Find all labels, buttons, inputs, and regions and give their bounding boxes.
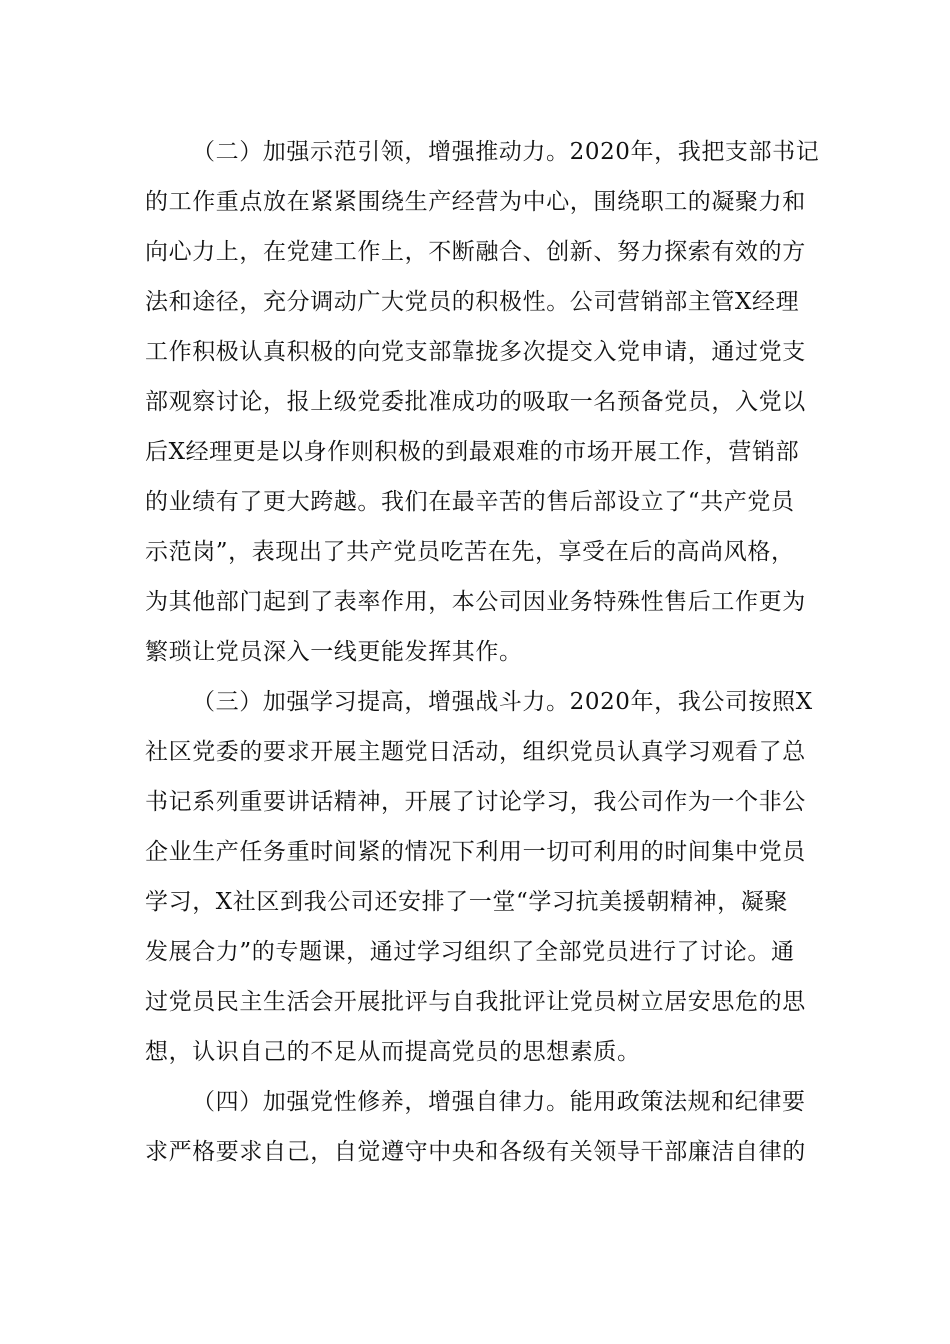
paragraph-3-line-7: 过党员民主生活会开展批评与自我批评让党员树立居安思危的思 [145, 989, 806, 1015]
paragraph-3-line-6: 发展合力”的专题课，通过学习组织了全部党员进行了讨论。通 [145, 939, 795, 965]
paragraph-3-line-4: 企业生产任务重时间紧的情况下利用一切可利用的时间集中党员 [145, 839, 806, 865]
paragraph-2-line-7: 后X经理更是以身作则积极的到最艰难的市场开展工作，营销部 [145, 439, 800, 465]
paragraph-3-line-1: （三）加强学习提高，增强战斗力。2020年，我公司按照X [192, 689, 813, 715]
paragraph-2-line-4: 法和途径，充分调动广大党员的积极性。公司营销部主管X经理 [145, 289, 800, 315]
paragraph-3-line-5: 学习，X社区到我公司还安排了一堂“学习抗美援朝精神，凝聚 [145, 889, 788, 915]
paragraph-3-line-3: 书记系列重要讲话精神，开展了讨论学习，我公司作为一个非公 [145, 789, 806, 815]
paragraph-3-line-2: 社区党委的要求开展主题党日活动，组织党员认真学习观看了总 [145, 739, 806, 765]
paragraph-2-line-5: 工作积极认真积极的向党支部靠拢多次提交入党申请，通过党支 [145, 339, 806, 365]
paragraph-2-line-2: 的工作重点放在紧紧围绕生产经营为中心，围绕职工的凝聚力和 [145, 189, 806, 215]
paragraph-2-line-3: 向心力上，在党建工作上，不断融合、创新、努力探索有效的方 [145, 239, 806, 265]
paragraph-3-line-8: 想，认识自己的不足从而提高党员的思想素质。 [145, 1039, 641, 1065]
paragraph-2-line-8: 的业绩有了更大跨越。我们在最辛苦的售后部设立了“共产党员 [145, 489, 795, 515]
paragraph-4-line-2: 求严格要求自己，自觉遵守中央和各级有关领导干部廉洁自律的 [145, 1139, 806, 1165]
paragraph-2-line-10: 为其他部门起到了表率作用，本公司因业务特殊性售后工作更为 [145, 589, 806, 615]
paragraph-2-line-1: （二）加强示范引领，增强推动力。2020年，我把支部书记 [192, 139, 820, 165]
paragraph-2-line-6: 部观察讨论，报上级党委批准成功的吸取一名预备党员，入党以 [145, 389, 806, 415]
paragraph-2-line-11: 繁琐让党员深入一线更能发挥其作。 [145, 639, 523, 665]
paragraph-2-line-9: 示范岗”，表现出了共产党员吃苦在先，享受在后的高尚风格， [145, 539, 795, 565]
paragraph-4-line-1: （四）加强党性修养，增强自律力。能用政策法规和纪律要 [192, 1089, 806, 1115]
